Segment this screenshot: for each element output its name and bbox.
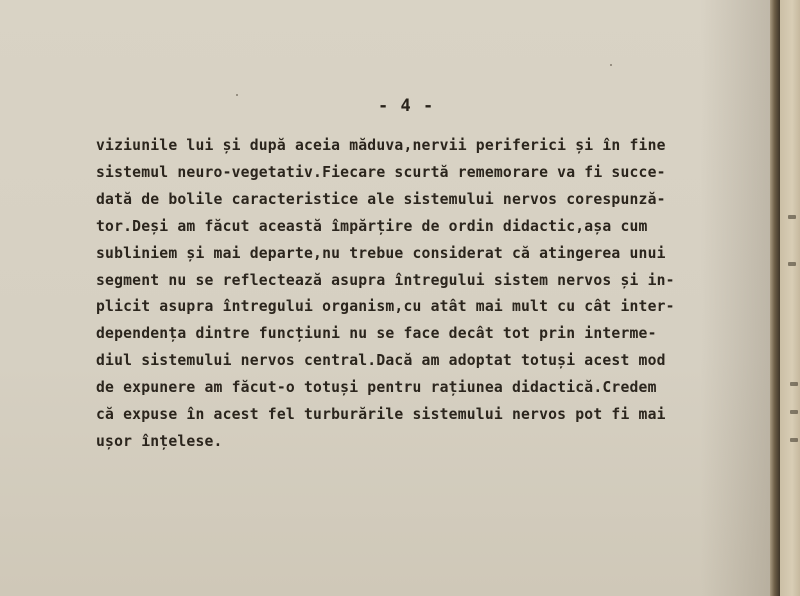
book-spine-shadow — [770, 0, 780, 596]
text-line: sistemul neuro-vegetativ.Fiecare scurtă rememorare va fi succe- — [96, 163, 666, 181]
margin-mark — [790, 382, 798, 386]
margin-mark — [790, 410, 798, 414]
text-line: subliniem și mai departe,nu trebue considerat că atingerea unui — [96, 244, 666, 262]
text-line: viziunile lui și după aceia măduva,nervii periferici și în fine — [96, 137, 666, 154]
paper-speck — [236, 94, 238, 96]
text-line: tor.Deși am făcut această împărțire de ordin didactic,așa cum — [96, 217, 648, 235]
text-line: că expuse în acest fel turburările sistemului nervos pot fi mai — [96, 406, 666, 424]
text-line: diul sistemului nervos central.Dacă am adoptat totuși acest mod — [96, 352, 666, 370]
adjacent-page-edge — [780, 0, 800, 596]
page-number: - 4 - — [378, 96, 435, 116]
margin-mark — [788, 262, 796, 266]
text-line: dependența dintre funcțiuni nu se face decât tot prin interme- — [96, 325, 657, 343]
text-line: ușor înțelese. — [96, 432, 223, 450]
text-line: dată de bolile caracteristice ale sistemului nervos corespunză- — [96, 190, 666, 208]
text-line: de expunere am făcut-o totuși pentru rațiunea didactică.Credem — [96, 379, 657, 397]
text-line: plicit asupra întregului organism,cu atât mai mult cu cât inter- — [96, 298, 675, 316]
text-line: segment nu se reflectează asupra întregului sistem nervos și in- — [96, 271, 675, 289]
body-text — [96, 133, 675, 456]
paper-speck — [610, 64, 612, 66]
margin-mark — [788, 215, 796, 219]
margin-mark — [790, 438, 798, 442]
